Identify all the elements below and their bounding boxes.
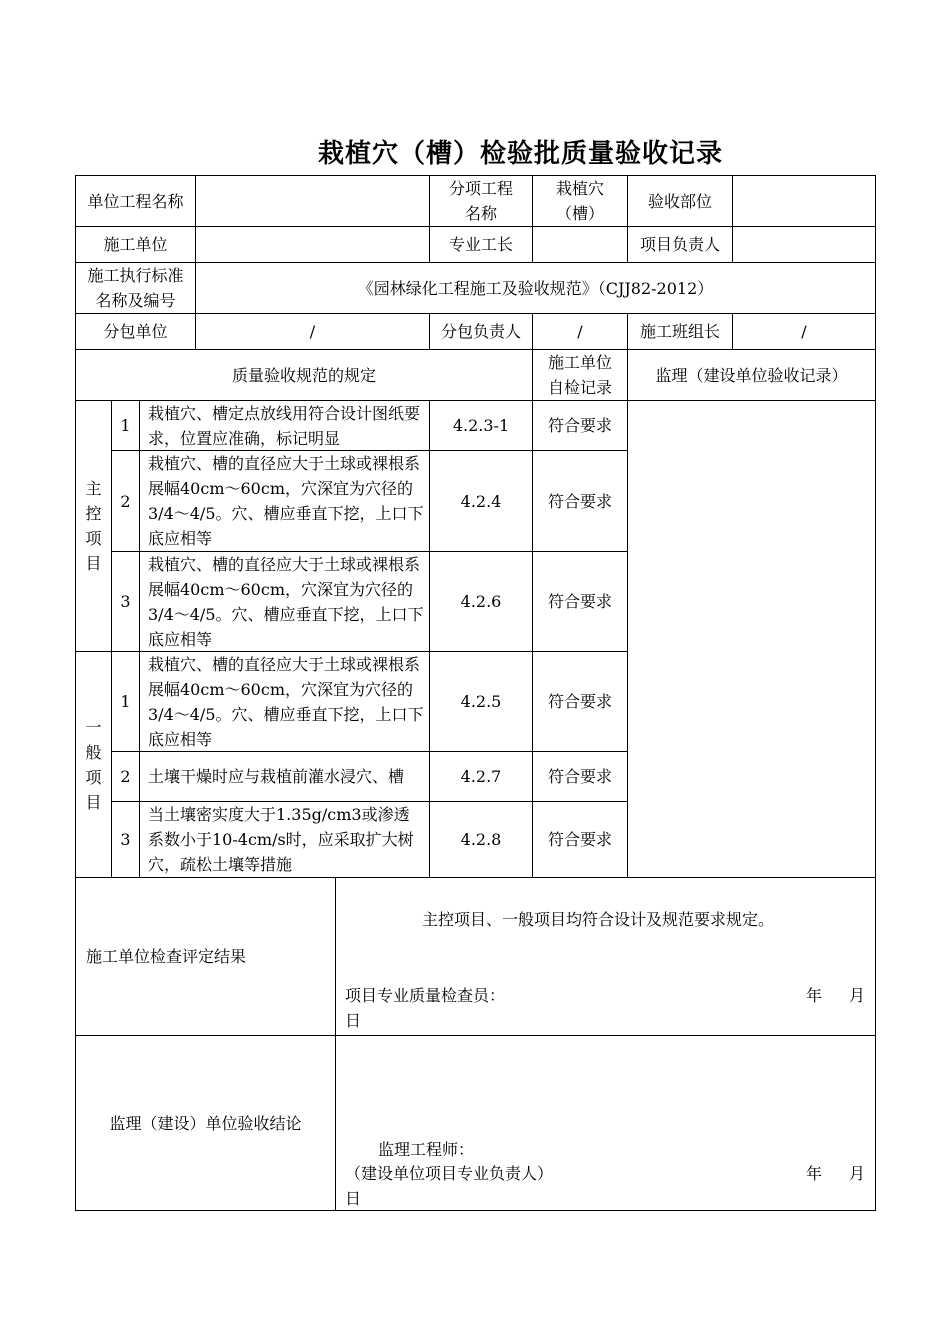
project-manager-label: 项目负责人 — [639, 235, 720, 254]
unit-project-label: 单位工程名称 — [87, 191, 184, 211]
item-clause: 4.2.5 — [460, 692, 502, 711]
spec-column-header: 质量验收规范的规定 — [231, 365, 376, 385]
supervision-column-header: 监理（建设单位验收记录） — [655, 365, 848, 385]
item-description: 栽植穴、槽的直径应大于土球或裸根系展幅40cm～60cm，穴深宜为穴径的3/4～4/5。穴、槽应垂直下挖，上口下底应相等 — [148, 554, 424, 649]
standard-label: 施工执行标准名称及编号 — [87, 266, 184, 310]
item-clause: 4.2.7 — [460, 767, 502, 786]
item-clause: 4.2.6 — [460, 592, 502, 611]
item-result: 符合要求 — [547, 592, 612, 611]
general-items-label: 一般项目 — [85, 717, 102, 812]
month-label: 月 — [849, 986, 866, 1005]
supervision-result-label: 监理（建设）单位验收结论 — [109, 1113, 302, 1133]
month-label: 月 — [849, 1164, 866, 1183]
day-label: 日 — [345, 1011, 362, 1030]
page-title: 栽植穴（槽）检验批质量验收记录 — [318, 139, 724, 169]
day-label: 日 — [345, 1189, 362, 1208]
subcontract-manager-value: / — [577, 322, 583, 341]
standard-value: 《园林绿化工程施工及验收规范》（CJJ82-2012） — [357, 278, 714, 298]
subcontract-unit-value: / — [309, 322, 316, 341]
construction-result-label: 施工单位检查评定结果 — [86, 947, 247, 966]
year-label: 年 — [806, 986, 823, 1005]
item-clause: 4.2.4 — [460, 491, 502, 511]
self-check-column-header: 施工单位自检记录 — [547, 353, 612, 397]
item-clause: 4.2.3-1 — [452, 416, 510, 435]
accept-part-value — [733, 176, 875, 226]
item-result: 符合要求 — [547, 692, 612, 711]
item-description: 土壤干燥时应与栽植前灌水浸穴、槽 — [148, 767, 405, 786]
item-number: 3 — [120, 592, 131, 611]
sub-project-label: 分项工程名称 — [448, 179, 513, 223]
project-manager-value — [733, 227, 875, 262]
prof-foreman-value — [533, 227, 627, 262]
item-description: 栽植穴、槽定点放线用符合设计图纸要求，位置应准确，标记明显 — [148, 403, 421, 448]
item-number: 1 — [120, 416, 131, 435]
item-description: 当土壤密实度大于1.35g/cm3或渗透系数小于10-4cm/s时，应采取扩大树穴，疏松土壤等措施 — [148, 805, 414, 874]
item-number: 1 — [120, 692, 131, 711]
construction-unit-label: 施工单位 — [103, 235, 168, 254]
year-label: 年 — [806, 1164, 823, 1183]
team-leader-label: 施工班组长 — [639, 322, 720, 341]
owner-representative-label: （建设单位项目专业负责人） — [345, 1164, 554, 1183]
construction-result-statement: 主控项目、一般项目均符合设计及规范要求规定。 — [422, 910, 775, 929]
item-result: 符合要求 — [547, 830, 612, 849]
subcontract-manager-label: 分包负责人 — [440, 322, 521, 341]
subcontract-unit-label: 分包单位 — [103, 322, 168, 341]
item-result: 符合要求 — [547, 767, 612, 786]
item-result: 符合要求 — [547, 491, 612, 511]
item-description: 栽植穴、槽的直径应大于土球或裸根系展幅40cm～60cm，穴深宜为穴径的3/4～4/5。穴、槽应垂直下挖，上口下底应相等 — [148, 654, 424, 749]
unit-project-value — [196, 176, 429, 226]
construction-unit-value — [196, 227, 429, 262]
item-description: 栽植穴、槽的直径应大于土球或裸根系展幅40cm～60cm，穴深宜为穴径的3/4～4/5。穴、槽应垂直下挖，上口下底应相等 — [148, 454, 424, 548]
accept-part-label: 验收部位 — [647, 191, 712, 211]
main-control-label: 主控项目 — [85, 479, 102, 573]
quality-inspector-label: 项目专业质量检查员： — [345, 986, 506, 1005]
team-leader-value: / — [801, 322, 807, 341]
item-result: 符合要求 — [547, 416, 612, 435]
supervising-engineer-label: 监理工程师： — [378, 1140, 475, 1159]
item-number: 3 — [120, 830, 131, 849]
item-number: 2 — [120, 491, 131, 511]
sub-project-value: 栽植穴（槽） — [555, 179, 604, 223]
item-clause: 4.2.8 — [460, 830, 502, 849]
prof-foreman-label: 专业工长 — [448, 235, 513, 254]
item-number: 2 — [120, 767, 131, 786]
